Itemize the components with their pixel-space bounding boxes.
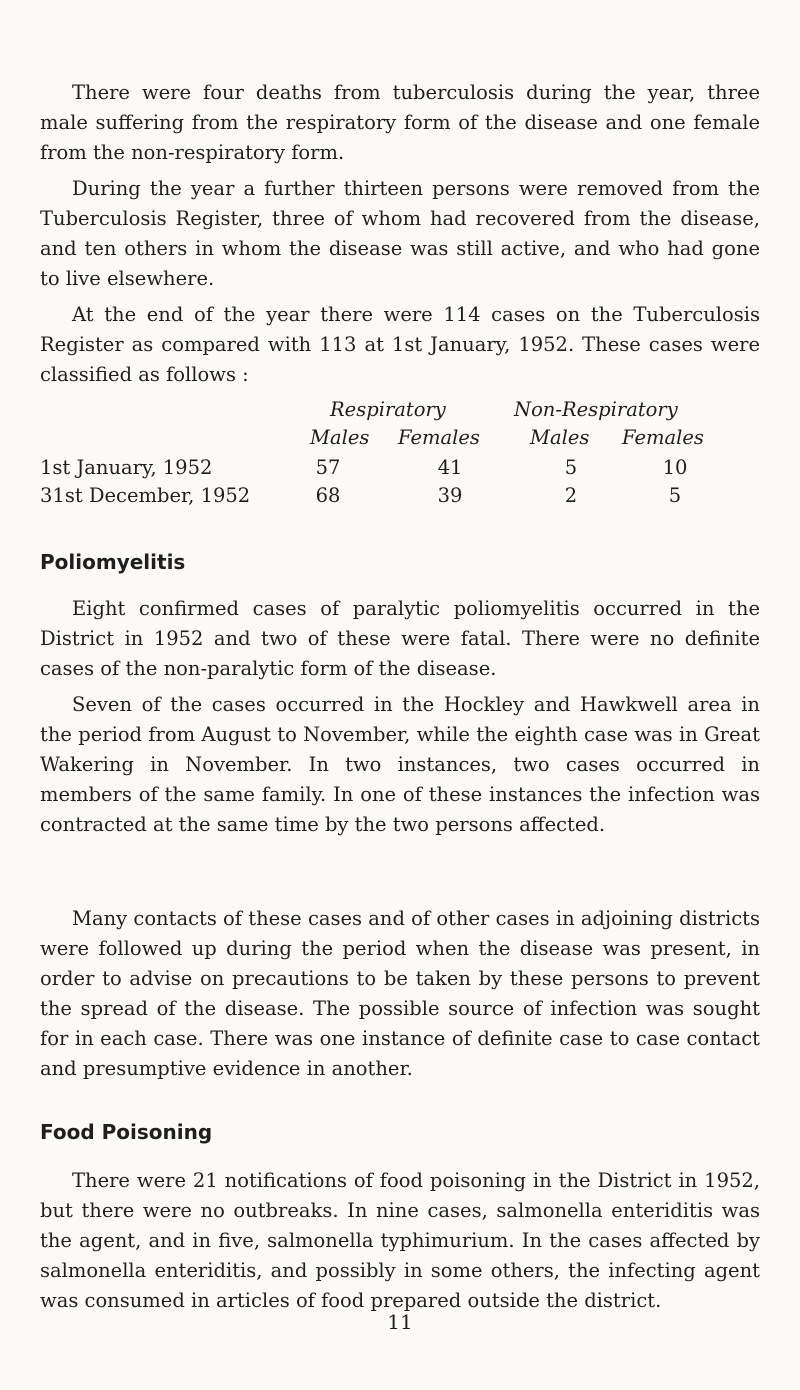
cell-jan-resp-females: 41 (437, 456, 463, 479)
cell-jan-resp-males: 57 (315, 456, 341, 479)
cell-dec-nonresp-females: 5 (668, 484, 682, 507)
food-poisoning-heading: Food Poisoning (40, 1120, 213, 1144)
cell-jan-nonresp-males: 5 (564, 456, 578, 479)
subheader-resp-females: Females (398, 426, 480, 449)
cell-dec-nonresp-males: 2 (564, 484, 578, 507)
row-label-dec: 31st December, 1952 (40, 484, 251, 507)
cell-jan-nonresp-females: 10 (662, 456, 688, 479)
poliomyelitis-heading: Poliomyelitis (40, 550, 186, 574)
cell-dec-resp-males: 68 (315, 484, 341, 507)
cell-dec-resp-females: 39 (437, 484, 463, 507)
subheader-resp-males: Males (310, 426, 370, 449)
tb-register-paragraph: At the end of the year there were 114 cases on the Tuberculosis Register as compared with 113 at 1st January, 1952. These cases were classified as follows : (40, 303, 760, 386)
header-respiratory: Respiratory (330, 398, 446, 421)
subheader-nonresp-males: Males (530, 426, 590, 449)
page-number: 11 (387, 1310, 413, 1334)
header-non-respiratory: Non-Respiratory (514, 398, 678, 421)
food-paragraph-1: There were 21 notifications of food poisoning in the District in 1952, but there were no outbreaks. In nine cases, salmonella enteriditis was the agent, and in five, salmonella typhimurium. In the cases affected by salmonella enteriditis, and possibly in some others, the infecting agent was consumed in articles of food prepared outside the district. (40, 1169, 760, 1312)
row-label-jan: 1st January, 1952 (40, 456, 213, 479)
tb-removed-paragraph: During the year a further thirteen persons were removed from the Tuberculosis Register, three of whom had recovered from the disease, and ten others in whom the disease was still active, and who had gone to live elsewhere. (40, 177, 760, 290)
polio-paragraph-1: Eight confirmed cases of paralytic poliomyelitis occurred in the District in 1952 and two of these were fatal. There were no definite cases of the non-paralytic form of the disease. (40, 597, 760, 680)
polio-paragraph-3: Many contacts of these cases and of other cases in adjoining districts were followed up during the period when the disease was present, in order to advise on precautions to be taken by these persons to prevent the spread of the disease. The possible source of infection was sought for in each case. There was one instance of definite case to case contact and presumptive evidence in another. (40, 907, 760, 1080)
polio-paragraph-2: Seven of the cases occurred in the Hockley and Hawkwell area in the period from August to November, while the eighth case was in Great Wakering in November. In two instances, two cases occurred in members of the same family. In one of these instances the infection was contracted at the same time by the two persons affected. (40, 693, 760, 836)
subheader-nonresp-females: Females (622, 426, 704, 449)
tb-deaths-paragraph: There were four deaths from tuberculosis during the year, three male suffering from the respiratory form of the disease and one female from the non-respiratory form. (40, 81, 760, 164)
